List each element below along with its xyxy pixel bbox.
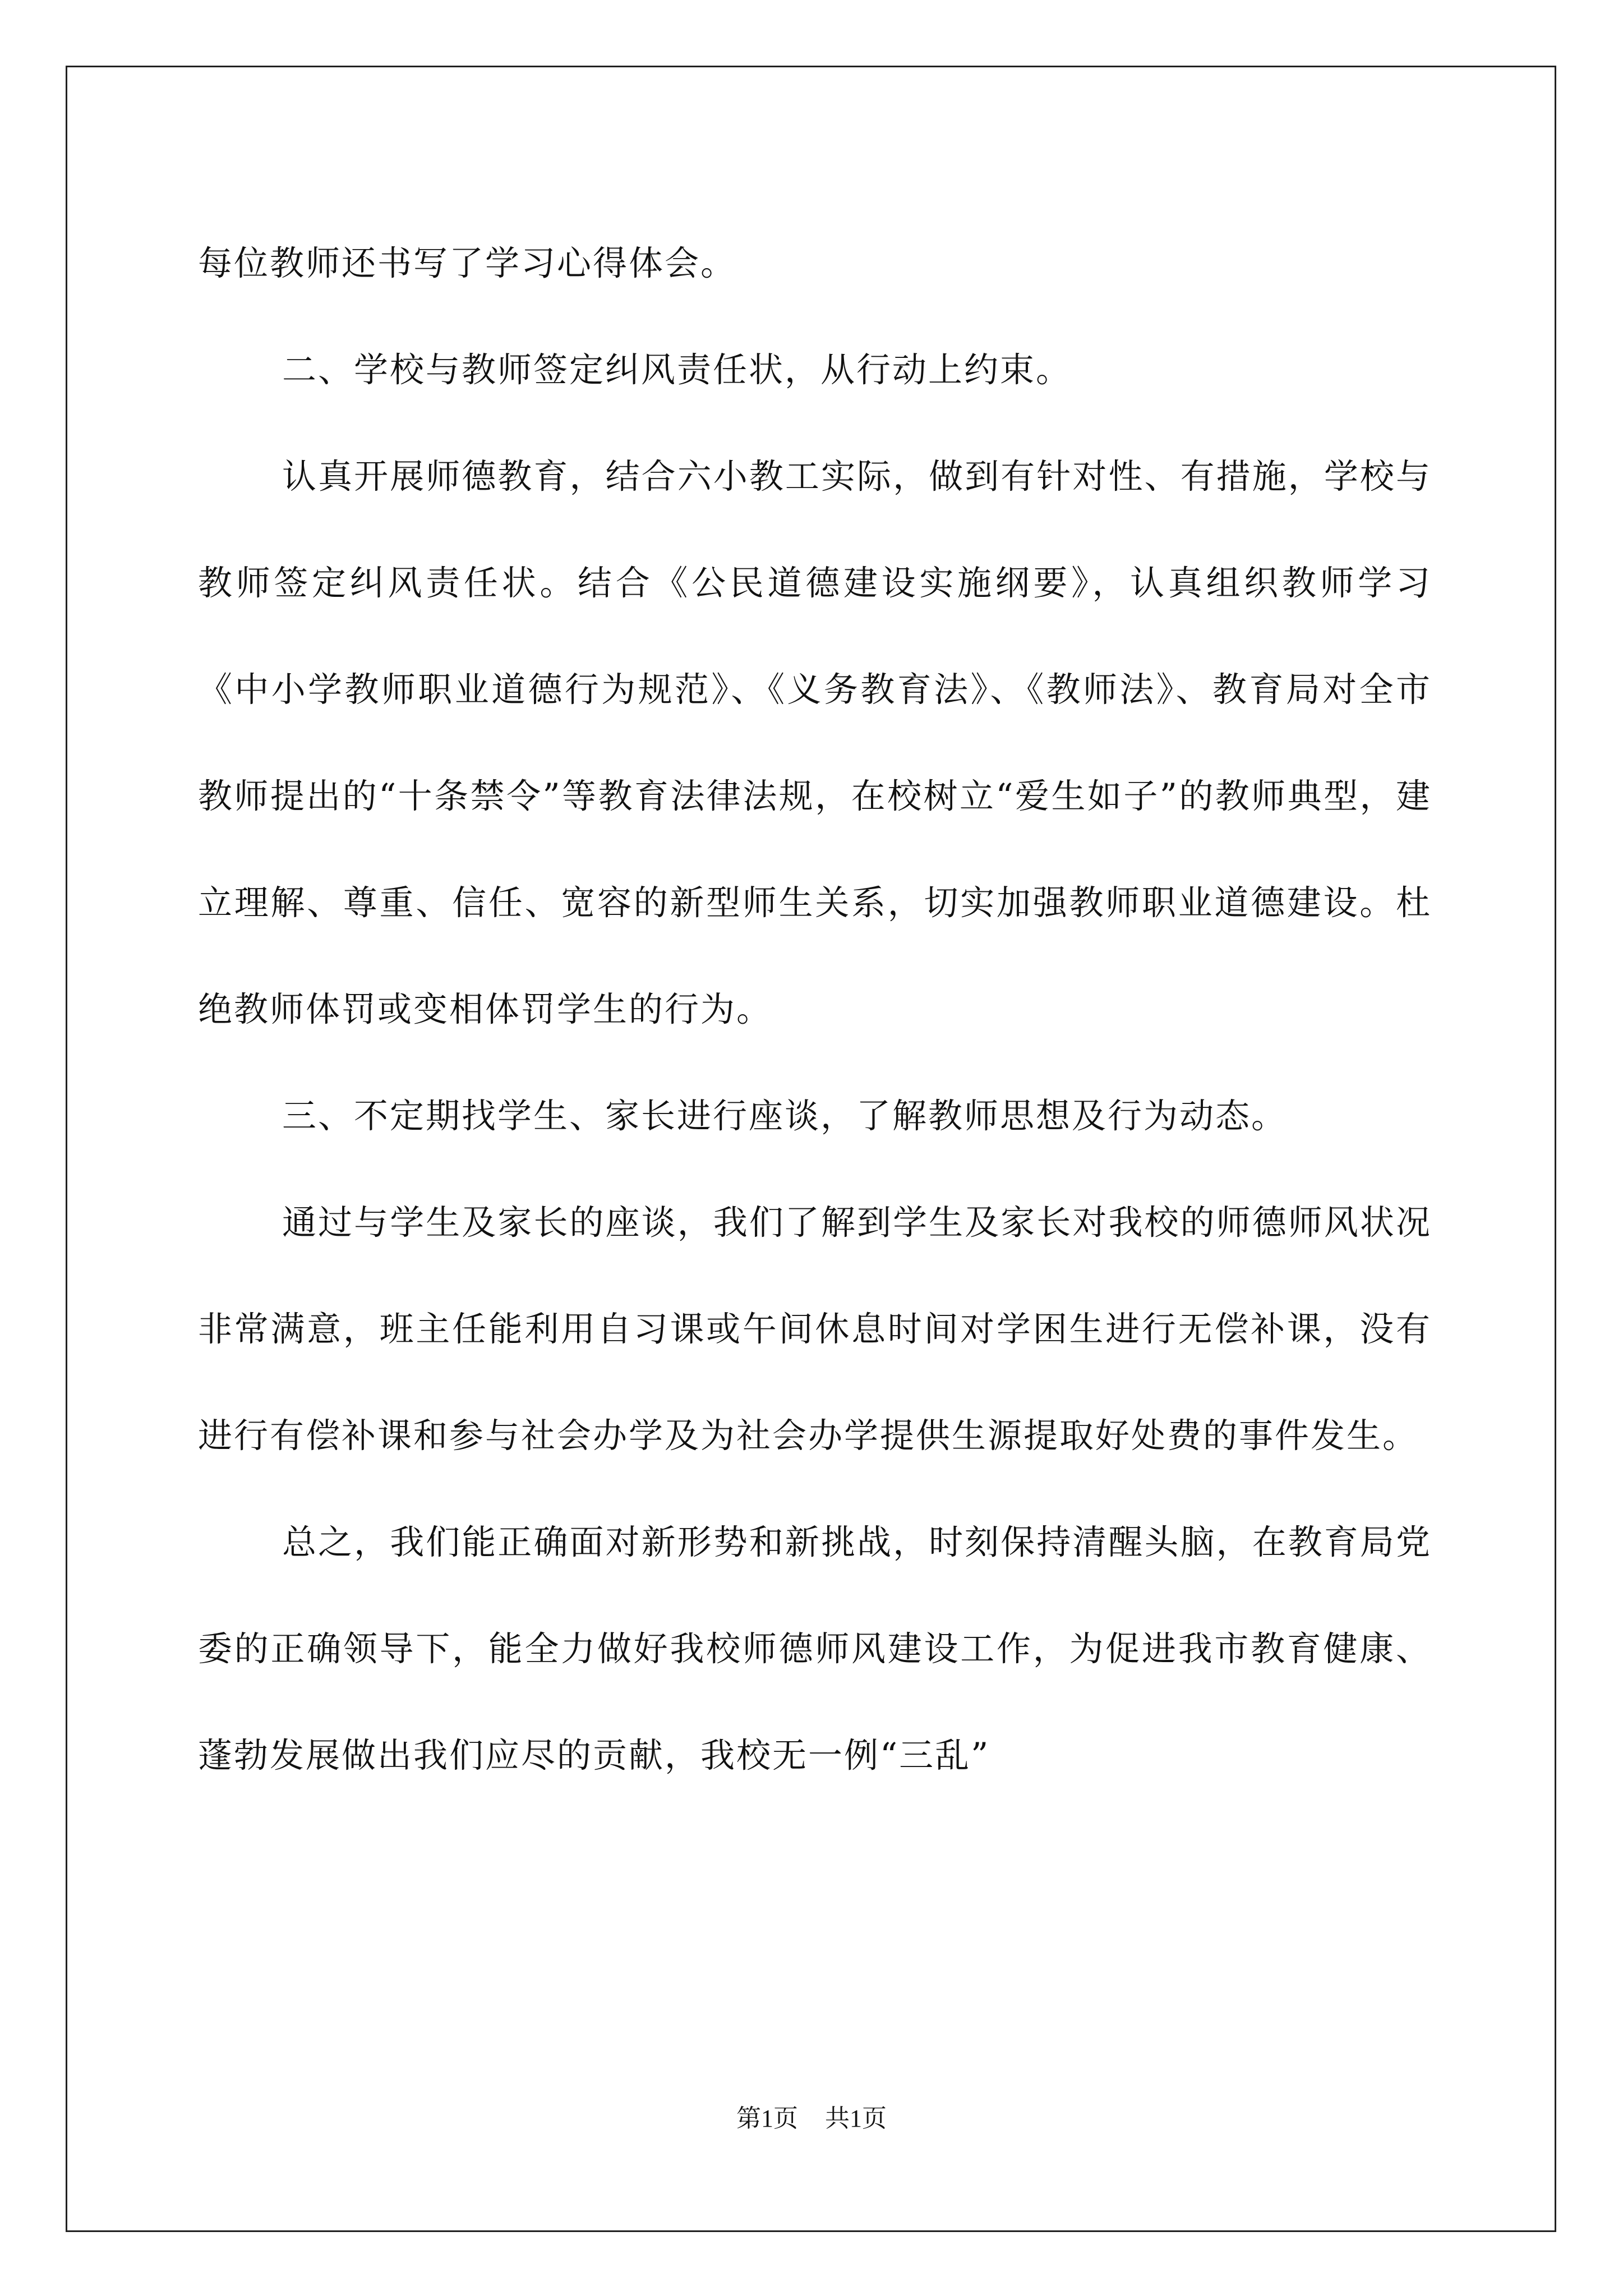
page-total: 共1页 (825, 2105, 887, 2132)
section-heading-2: 二、学校与教师签定纠风责任状，从行动上约束。 (282, 350, 1072, 390)
section-heading-3: 三、不定期找学生、家长进行座谈，了解教师思想及行为动态。 (282, 1096, 1288, 1136)
paragraph-parent-meetings: 通过与学生及家长的座谈，我们了解到学生及家长对我校的师德师风状况非常满意，班主任能利用自习课或午间休息时间对学困生进行无偿补课，没有进行有偿补课和参与社会办学及为社会办学提供生源提取好处费的事件发生。 (198, 1203, 1432, 1456)
paragraph-ethics-education: 认真开展师德教育，结合六小教工实际，做到有针对性、有措施，学校与教师签定纠风责任状。结合《公民道德建设实施纲要》，认真组织教师学习《中小学教师职业道德行为规范》、《义务教育法》、《教师法》、教育局对全市教师提出的“十条禁令”等教育法律法规，在校树立“爱生如子”的教师典型，建立理解、尊重、信任、宽容的新型师生关系，切实加强教师职业道德建设。杜绝教师体罚或变相体罚学生的行为。 (198, 457, 1432, 1029)
page-footer (0, 2098, 1623, 2134)
page-number: 第1页 (736, 2105, 798, 2132)
paragraph-continuation: 每位教师还书写了学习心得体会。 (198, 243, 737, 283)
paragraph-summary: 总之，我们能正确面对新形势和新挑战，时刻保持清醒头脑，在教育局党委的正确领导下，能全力做好我校师德师风建设工作，为促进我市教育健康、蓬勃发展做出我们应尽的贡献，我校无一例“三乱” (198, 1522, 1432, 1775)
document-body (198, 210, 1432, 1809)
